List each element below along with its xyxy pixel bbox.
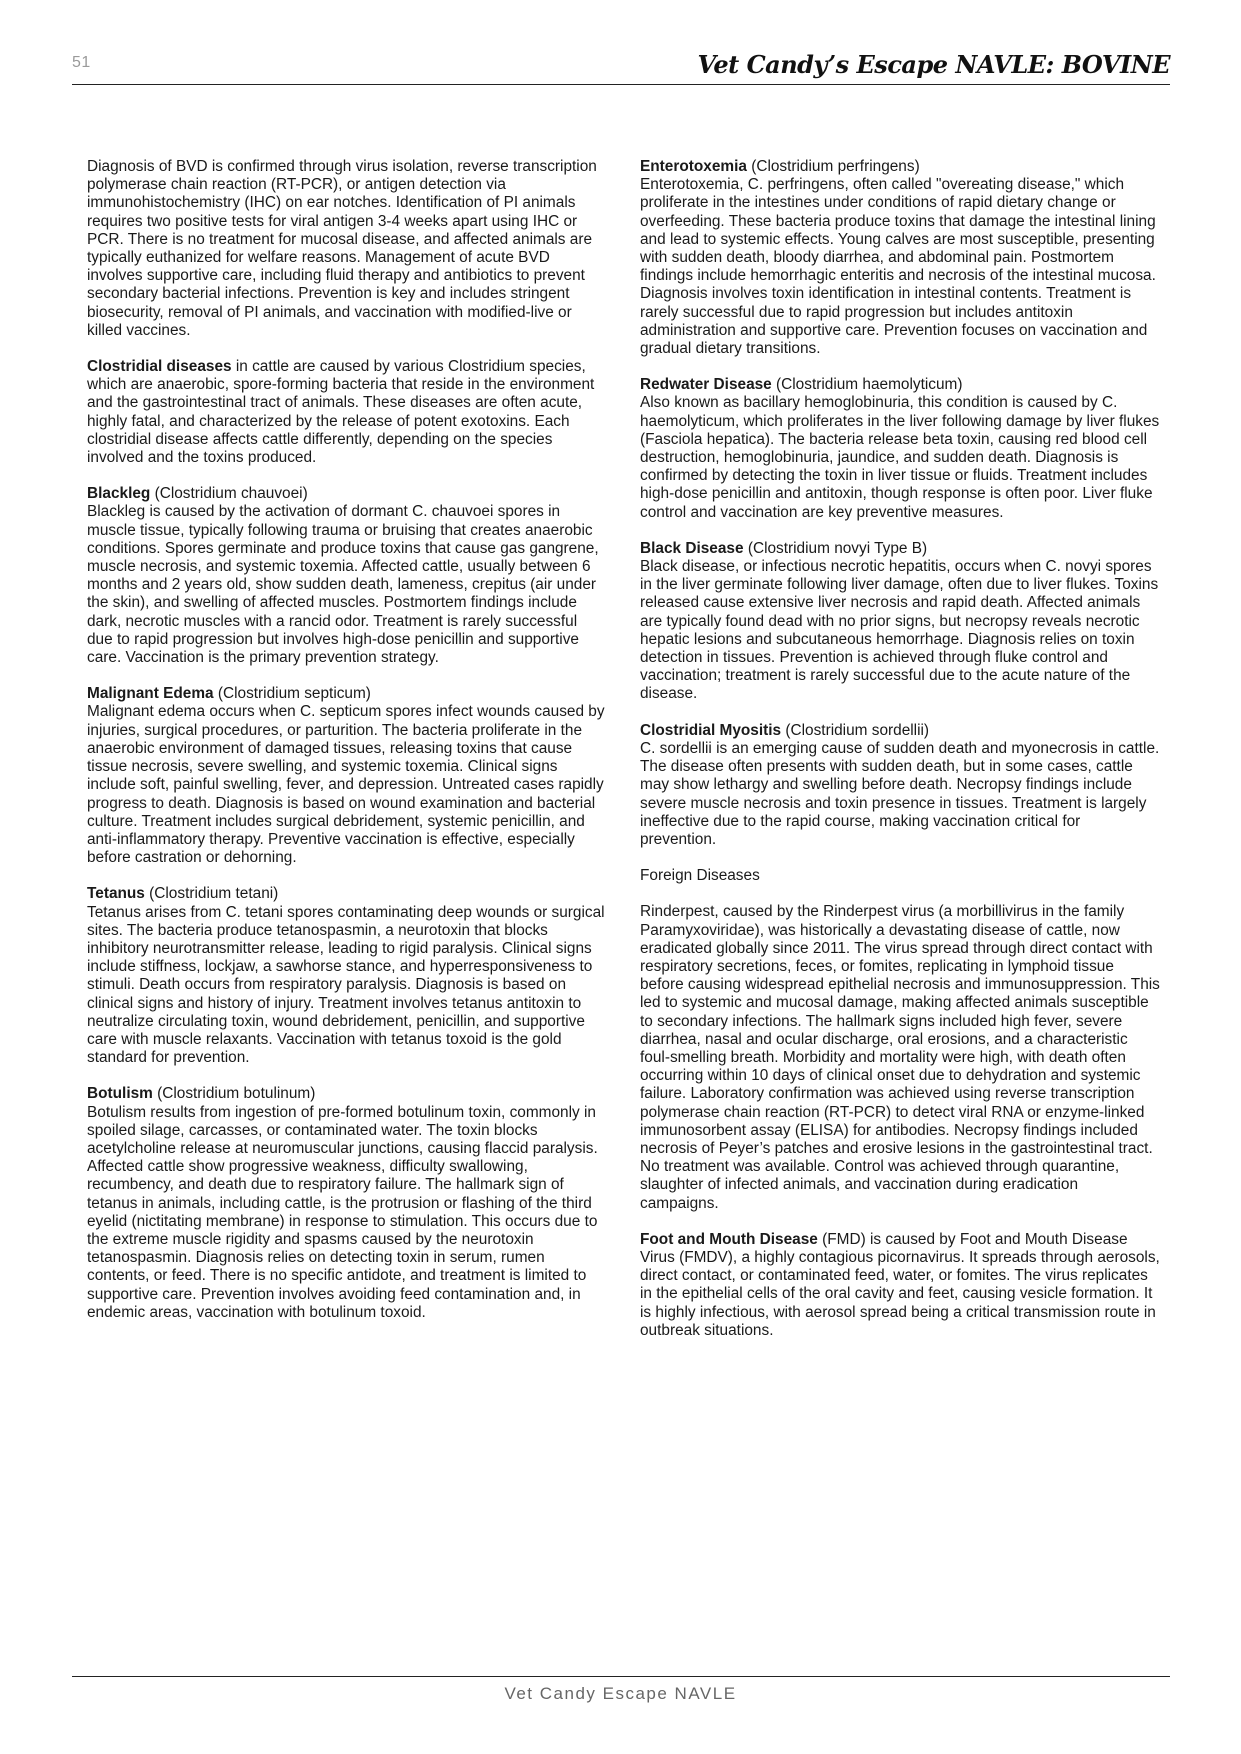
- clostridial-term: Clostridial diseases: [87, 358, 232, 376]
- bvd-paragraph: Diagnosis of BVD is confirmed through virus isolation, reverse transcription polymerase chain reaction (RT-PCR), or antigen detection via immunohistochemistry (IHC) on ear notches. Identification of PI animals requires two positive tests for viral antigen 3-4 weeks apart using IHC or PCR. There is no treatment for mucosal disease, and affected animals are typically euthanized for welfare reasons. Management of acute BVD involves supportive care, including fluid therapy and antibiotics to prevent secondary bacterial infections. Prevention is key and includes stringent biosecurity, removal of PI animals, and vaccination with modified-live or killed vaccines.: [87, 158, 597, 339]
- enterotoxemia-text: Enterotoxemia, C. perfringens, often called "overeating disease," which proliferate in the intestines under conditions of rapid dietary change or overfeeding. These bacteria produce toxins that damage the intestinal lining and lead to systemic effects. Young calves are most susceptible, presenting with sudden death, bloody diarrhea, and abdominal pain. Postmortem findings include hemorrhagic enteritis and necrosis of the intestinal mucosa. Diagnosis involves toxin identification in intestinal contents. Treatment is rarely successful due to rapid progression but includes antitoxin administration and supportive care. Prevention focuses on vaccination and gradual dietary transitions.: [640, 176, 1156, 358]
- myositis-term: Clostridial Myositis: [640, 721, 782, 739]
- footer-rule: [72, 1676, 1170, 1677]
- footer-text: Vet Candy Escape NAVLE: [504, 1684, 737, 1703]
- left-column: [87, 158, 605, 1340]
- right-column: [640, 158, 1160, 1358]
- botulism-term: Botulism: [87, 1085, 153, 1103]
- book-title: Vet Candy’s Escape NAVLE: BOVINE: [697, 50, 1170, 79]
- clostridial-text: in cattle are caused by various Clostridium species, which are anaerobic, spore-forming bacteria that reside in the environment and the gastrointestinal tract of animals. These diseases are often acute, highly fatal, and characterized by the release of potent exotoxins. Each clostridial disease affects cattle differently, depending on the species involved and the toxins produced.: [87, 358, 595, 467]
- enterotoxemia-term: Enterotoxemia: [640, 158, 747, 175]
- malignant-edema-organism: (Clostridium septicum): [213, 685, 371, 703]
- foreign-diseases-heading: Foreign Diseases: [640, 867, 760, 885]
- black-disease-text: Black disease, or infectious necrotic hepatitis, occurs when C. novyi spores in the liver germinate following liver damage, often due to liver flukes. Toxins released cause extensive liver necrosis and rapid death. Affected animals are typically found dead with no prior signs, but necropsy reveals necrotic hepatic lesions and subcutaneous hemorrhage. Diagnosis relies on toxin detection in tissues. Prevention is achieved through fluke control and vaccination; treatment is rarely successful due to the acute nature of the disease.: [640, 558, 1159, 703]
- page-number: 51: [72, 54, 91, 71]
- black-disease-term: Black Disease: [640, 539, 744, 557]
- rinderpest-paragraph: Rinderpest, caused by the Rinderpest virus (a morbillivirus in the family Paramyxoviridae), was historically a devastating disease of cattle, now eradicated globally since 2011. The virus spread through direct contact with respiratory secretions, feces, or fomites, replicating in lymphoid tissue before causing widespread epithelial necrosis and immunosuppression. This led to systemic and mucosal damage, making affected animals susceptible to secondary infections. The hallmark signs included high fever, severe diarrhea, nasal and ocular discharge, oral erosions, and a characteristic foul-smelling breath. Morbidity and mortality were high, with death often occurring within 10 days of clinical onset due to dehydration and systemic failure. Laboratory confirmation was achieved using reverse transcription polymerase chain reaction (RT-PCR) to detect viral RNA or enzyme-linked immunosorbent assay (ELISA) for antibodies. Necropsy findings included necrosis of Peyer’s patches and erosive lesions in the gastrointestinal tract. No treatment was available. Control was achieved through quarantine, slaughter of infected animals, and vaccination during eradication campaigns.: [640, 903, 1160, 1212]
- fmd-text: (FMD) is caused by Foot and Mouth Disease Virus (FMDV), a highly contagious picornavirus. It spreads through aerosols, direct contact, or contaminated feed, water, or fomites. The virus replicates in the epithelial cells of the oral cavity and feet, causing vesicle formation. It is highly infectious, with aerosol spread being a critical transmission route in outbreak situations.: [640, 1230, 1160, 1339]
- myositis-text: C. sordellii is an emerging cause of sudden death and myonecrosis in cattle. The disease often presents with sudden death, but in some cases, cattle may show lethargy and swelling before death. Necropsy findings include severe muscle necrosis and toxin presence in tissues. Treatment is largely ineffective due to the rapid course, making vaccination critical for prevention.: [640, 739, 1160, 848]
- redwater-text: Also known as bacillary hemoglobinuria, this condition is caused by C. haemolyticum, which proliferates in the liver following damage by liver flukes (Fasciola hepatica). The bacteria release beta toxin, causing red blood cell destruction, hemoglobinuria, jaundice, and sudden death. Diagnosis is confirmed by detecting the toxin in liver tissue or fluids. Treatment includes high-dose penicillin and antitoxin, though response is often poor. Liver fluke control and vaccination are key preventive measures.: [640, 394, 1160, 521]
- blackleg-text: Blackleg is caused by the activation of dormant C. chauvoei spores in muscle tissue, typically following trauma or bruising that creates anaerobic conditions. Spores germinate and produce toxins that cause gas gangrene, muscle necrosis, and systemic toxemia. Affected cattle, usually between 6 months and 2 years old, show sudden death, lameness, crepitus (air under the skin), and swelling of affected muscles. Postmortem findings include dark, necrotic muscles with a rancid odor. Treatment is rarely successful due to rapid progression but involves high-dose penicillin and supportive care. Vaccination is the primary prevention strategy.: [87, 503, 599, 667]
- tetanus-text: Tetanus arises from C. tetani spores contaminating deep wounds or surgical sites. The bacteria produce tetanospasmin, a neurotoxin that blocks inhibitory neurotransmitter release, leading to rigid paralysis. Clinical signs include stiffness, lockjaw, a sawhorse stance, and hyperresponsiveness to stimuli. Death occurs from respiratory paralysis. Diagnosis is based on clinical signs and history of injury. Treatment involves tetanus antitoxin to neutralize circulating toxin, wound debridement, penicillin, and supportive care with muscle relaxants. Vaccination with tetanus toxoid is the gold standard for prevention.: [87, 903, 605, 1067]
- tetanus-section: [87, 885, 605, 1067]
- enterotoxemia-organism: (Clostridium perfringens): [746, 158, 920, 175]
- black-disease-organism: (Clostridium novyi Type B): [743, 539, 928, 557]
- botulism-section: [87, 1085, 605, 1322]
- myositis-organism: (Clostridium sordellii): [781, 721, 930, 739]
- black-disease-section: [640, 540, 1160, 704]
- enterotoxemia-section: [640, 158, 1160, 358]
- blackleg-term: Blackleg: [87, 485, 151, 503]
- blackleg-organism: (Clostridium chauvoei): [150, 485, 308, 503]
- botulism-organism: (Clostridium botulinum): [152, 1085, 316, 1103]
- malignant-edema-term: Malignant Edema: [87, 685, 214, 703]
- redwater-organism: (Clostridium haemolyticum): [771, 376, 963, 394]
- malignant-edema-text: Malignant edema occurs when C. septicum spores infect wounds caused by injuries, surgical procedures, or parturition. The bacteria proliferate in the anaerobic environment of damaged tissues, releasing toxins that cause tissue necrosis, severe swelling, and systemic toxemia. Clinical signs include soft, painful swelling, fever, and depression. Untreated cases rapidly progress to death. Diagnosis is based on wound examination and bacterial culture. Treatment includes surgical debridement, systemic penicillin, and anti-inflammatory therapy. Preventive vaccination is effective, especially before castration or dehorning.: [87, 703, 605, 867]
- botulism-text: Botulism results from ingestion of pre-formed botulinum toxin, commonly in spoiled silage, carcasses, or contaminated water. The toxin blocks acetylcholine release at neuromuscular junctions, causing flaccid paralysis. Affected cattle show progressive weakness, difficulty swallowing, recumbency, and death due to respiratory failure. The hallmark sign of tetanus in animals, including cattle, is the protrusion or flashing of the third eyelid (nictitating membrane) in response to stimulation. This occurs due to the extreme muscle rigidity and spasms caused by the neurotoxin tetanospasmin. Diagnosis relies on detecting toxin in serum, rumen contents, or feed. There is no specific antidote, and treatment is limited to supportive care. Prevention involves avoiding feed contamination and, in endemic areas, vaccination with botulinum toxoid.: [87, 1103, 598, 1321]
- fmd-term: Foot and Mouth Disease: [640, 1230, 818, 1248]
- page-header: [72, 50, 1170, 85]
- fmd-paragraph: [640, 1231, 1160, 1340]
- tetanus-organism: (Clostridium tetani): [144, 885, 279, 903]
- clostridial-paragraph: [87, 358, 605, 467]
- myositis-section: [640, 722, 1160, 849]
- malignant-edema-section: [87, 685, 605, 867]
- redwater-section: [640, 376, 1160, 522]
- redwater-term: Redwater Disease: [640, 376, 772, 394]
- blackleg-section: [87, 485, 605, 667]
- tetanus-term: Tetanus: [87, 885, 145, 903]
